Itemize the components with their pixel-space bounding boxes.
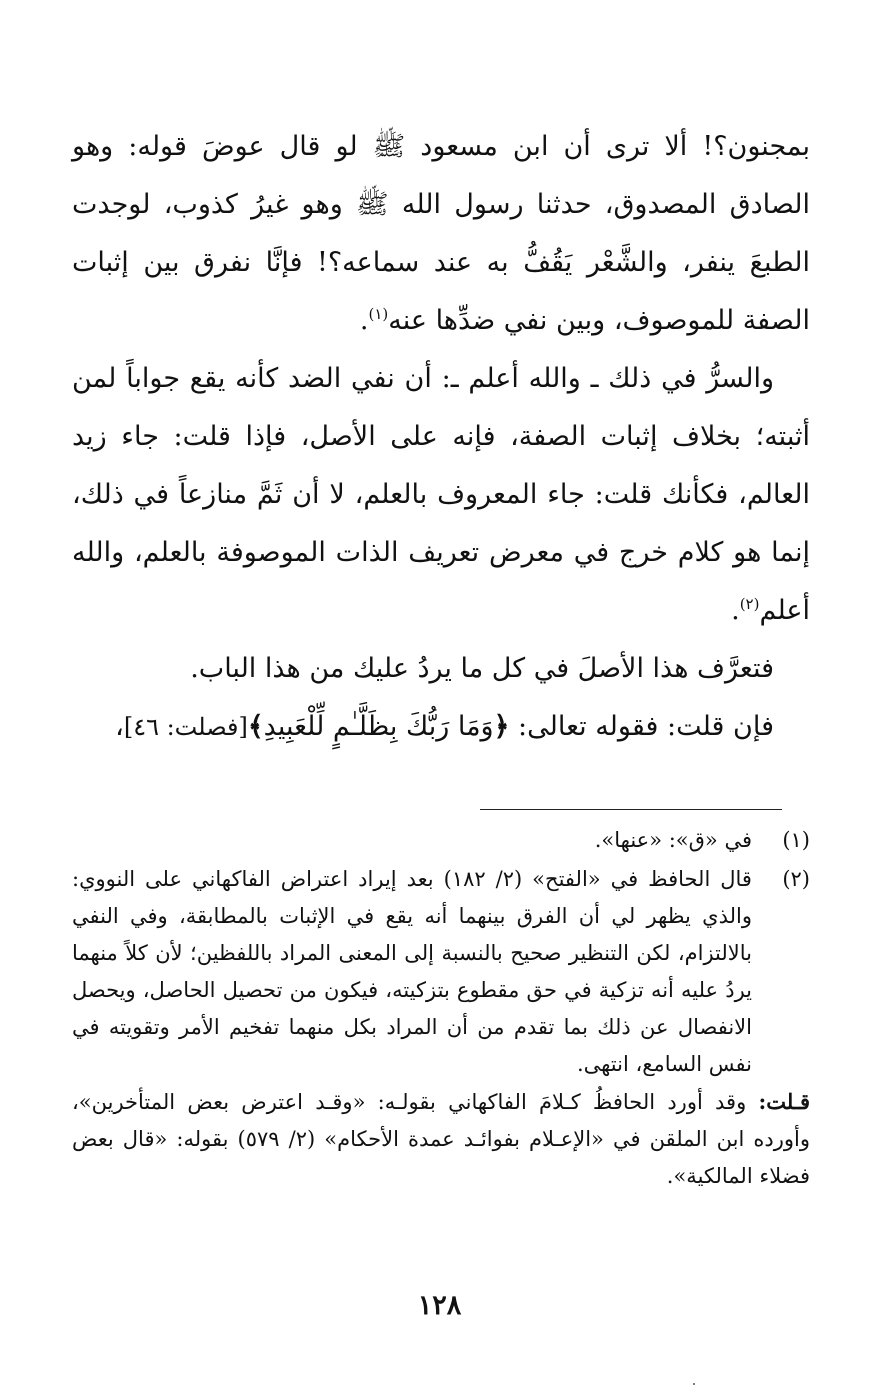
footnote-2-qult-label: قـلت:	[758, 1089, 811, 1114]
paragraph-3	[72, 640, 810, 698]
footnote-2-continuation-text: وقد أورد الحافظُ كـلامَ الفاكهاني بقولـه: «وقـد اعترض بعض المتأخرين»، وأورده ابن الملقن في «الإعـلام بفوائـد عمدة الأحكام» (٢/ ٥٧٩) بقوله: «قال بعض فضلاء المالكية».	[72, 1090, 810, 1188]
paragraph-1-line-4: وبين نفي ضدِّها عنه	[388, 305, 606, 336]
paragraph-2-end: .	[731, 595, 740, 626]
scan-speck	[693, 1383, 695, 1385]
quran-bracket-close: ﴾	[247, 711, 264, 742]
verse-reference: [فصلت: ٤٦]	[123, 713, 248, 741]
footnote-1	[72, 822, 810, 859]
paragraph-4-prefix: فإن قلت: فقوله تعالى:	[518, 711, 774, 742]
footnote-reference-1[interactable]: (١)	[368, 305, 389, 323]
paragraph-1-line-3: والشَّعْر يَقُفُّ به عند سماعه؟! فإنَّا نفرق بين إثبات الصفة للموصوف،	[72, 247, 810, 336]
footnote-reference-2[interactable]: (٢)	[739, 595, 760, 613]
quran-verse: وَمَا رَبُّكَ بِظَلَّـٰمٍ لِّلْعَبِيدِ	[263, 711, 494, 742]
quran-bracket-open: ﴿	[493, 711, 510, 742]
paragraph-4-end: ،	[115, 711, 124, 742]
paragraph-3-text: فتعرَّف هذا الأصلَ في كل ما يردُ عليك من هذا الباب.	[190, 653, 774, 684]
paragraph-1-line-2: المصدوق، حدثنا رسول الله ﷺ وهو غيرُ كذوب، لوجدت الطبعَ ينفر،	[72, 189, 810, 278]
footnote-text-1: في «ق»: «عنها».	[594, 828, 752, 852]
footnote-separator	[480, 809, 782, 810]
main-text-block	[72, 118, 810, 756]
paragraph-1-line-1: بمجنون؟! ألا ترى أن ابن مسعود ﷺ لو قال عوضَ قوله: وهو الصادق	[72, 131, 810, 220]
paragraph-4	[72, 698, 810, 756]
footnote-2	[72, 861, 810, 1195]
footnotes-section	[72, 822, 810, 1197]
paragraph-1-end: .	[359, 305, 369, 336]
paragraph-2-text: والسرُّ في ذلك ـ والله أعلم ـ: أن نفي الضد كأنه يقع جواباً لمن أثبته؛ بخلاف إثبات الصفة، فإنه على الأصل، فإذا قلت: جاء زيد العالم، فكأنك قلت: جاء المعروف بالعلم، لا أن ثَمَّ منازعاً في ذلك، إنما هو كلام خرج في معرض تعريف الذات الموصوفة بالعلم، والله أعلم	[72, 363, 810, 626]
footnote-number-2: (٢)	[782, 867, 810, 891]
page-number: ١٢٨	[417, 1290, 462, 1321]
paragraph-1	[72, 118, 810, 350]
footnote-2-continuation	[72, 1083, 810, 1195]
footnote-number-1: (١)	[782, 828, 810, 852]
footnote-text-2: قال الحافظ في «الفتح» (٢/ ١٨٢) بعد إيراد اعتراض الفاكهاني على النووي: والذي يظهر لي أن الفرق بينهما أنه يقع في الإثبات بالمطابقة، وفي النفي بالالتزام، لكن التنظير صحيح بالنسبة إلى المعنى المراد باللفظين؛ لأن كلاً منهما يردُ عليه أنه تزكية في حق مقطوع بتزكيته، فيكون من تحصيل الحاصل، ويحصل الانفصال عن ذلك بما تقدم من أن المراد بكل منهما تفخيم الأمر وتقويته في نفس السامع، انتهى.	[72, 867, 752, 1076]
paragraph-2	[72, 350, 810, 640]
